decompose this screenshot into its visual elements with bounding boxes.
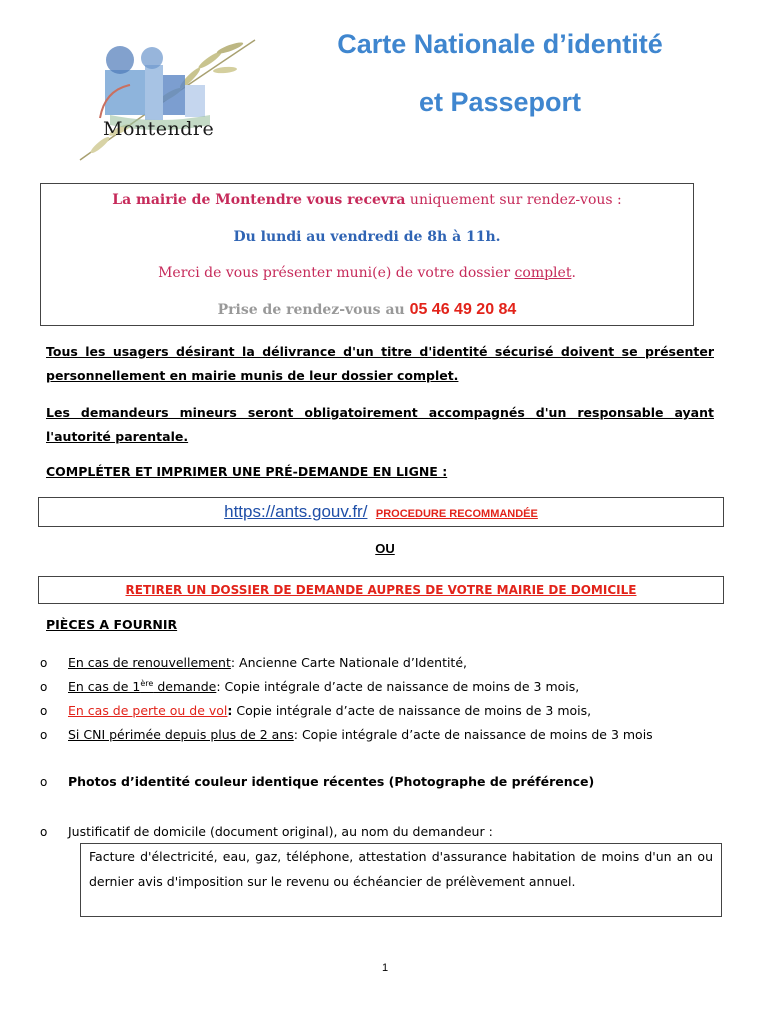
appointment-box <box>40 183 694 326</box>
bullet-icon: o <box>40 656 48 670</box>
premiere-demande-text: : Copie intégrale d’acte de naissance de moins de 3 mois, <box>216 679 580 694</box>
title-line-2: et Passeport <box>418 87 582 117</box>
town-illustration-icon <box>60 30 260 180</box>
appointment-condition: uniquement sur rendez-vous : <box>405 192 622 208</box>
premiere-demande-label: En cas de 1ère demande <box>68 678 217 694</box>
predemande-heading: COMPLÉTER ET IMPRIMER UNE PRÉ-DEMANDE EN LIGNE : <box>46 464 448 479</box>
ants-link[interactable]: https://ants.gouv.fr/ <box>224 502 368 521</box>
perte-vol-text: Copie intégrale d’acte de naissance de moins de 3 mois, <box>232 703 592 718</box>
info-paragraph-usagers: Tous les usagers désirant la délivrance d'un titre d'identité sécurisé doivent se présenter personnellement en mairie munis de leur dossier complet. <box>46 344 714 383</box>
pieces-heading: PIÈCES A FOURNIR <box>46 617 178 632</box>
or-separator: OU <box>375 541 395 556</box>
montendre-logo <box>60 30 260 180</box>
dossier-reminder-text: Merci de vous présenter muni(e) de votre dossier <box>158 265 515 281</box>
bullet-icon: o <box>40 704 48 718</box>
renouvellement-text: : Ancienne Carte Nationale d’Identité, <box>230 655 468 670</box>
appointment-phone-number[interactable]: 05 46 49 20 84 <box>409 301 517 318</box>
retirer-dossier-box: RETIRER UN DOSSIER DE DEMANDE AUPRES DE VOTRE MAIRIE DE DOMICILE <box>38 576 724 604</box>
recommended-label: PROCEDURE RECOMMANDÉE <box>375 508 538 520</box>
page-title <box>290 28 710 118</box>
bullet-icon: o <box>40 680 48 694</box>
dossier-reminder-end: . <box>571 265 576 281</box>
cni-perimee-text: : Copie intégrale d’acte de naissance de moins de 3 mois <box>293 727 653 742</box>
cni-perimee-label: Si CNI périmée depuis plus de 2 ans <box>68 727 294 742</box>
appointment-phone-label: Prise de rendez-vous au <box>217 302 410 318</box>
justificatif-examples-box: Facture d'électricité, eau, gaz, téléphone, attestation d'assurance habitation de moins d'un an ou dernier avis d'imposition sur le revenu ou échéancier de prélèvement annuel. <box>80 843 722 917</box>
logo-text: Montendre <box>103 118 215 140</box>
appointment-phone-line <box>41 301 693 319</box>
perte-vol-label: En cas de perte ou de vol <box>68 703 228 718</box>
appointment-line-1 <box>41 192 693 208</box>
info-paragraph-mineurs: Les demandeurs mineurs seront obligatoirement accompagnés d'un responsable ayant l'autorité parentale. <box>46 405 714 444</box>
justificatif-text: Justificatif de domicile (document original), au nom du demandeur : <box>68 824 493 839</box>
page-number: 1 <box>381 962 389 974</box>
bullet-icon: o <box>40 728 48 742</box>
dossier-complete-word: complet <box>514 265 572 281</box>
ants-link-box <box>38 497 724 527</box>
dossier-reminder <box>41 265 693 281</box>
bullet-icon: o <box>40 825 48 839</box>
bullet-icon: o <box>40 775 48 789</box>
renouvellement-label: En cas de renouvellement <box>68 655 231 670</box>
opening-hours: Du lundi au vendredi de 8h à 11h. <box>233 229 501 245</box>
title-line-1: Carte Nationale d’identité <box>337 29 663 59</box>
photos-text: Photos d’identité couleur identique récentes (Photographe de préférence) <box>68 774 595 789</box>
appointment-intro: La mairie de Montendre vous recevra <box>112 192 406 208</box>
